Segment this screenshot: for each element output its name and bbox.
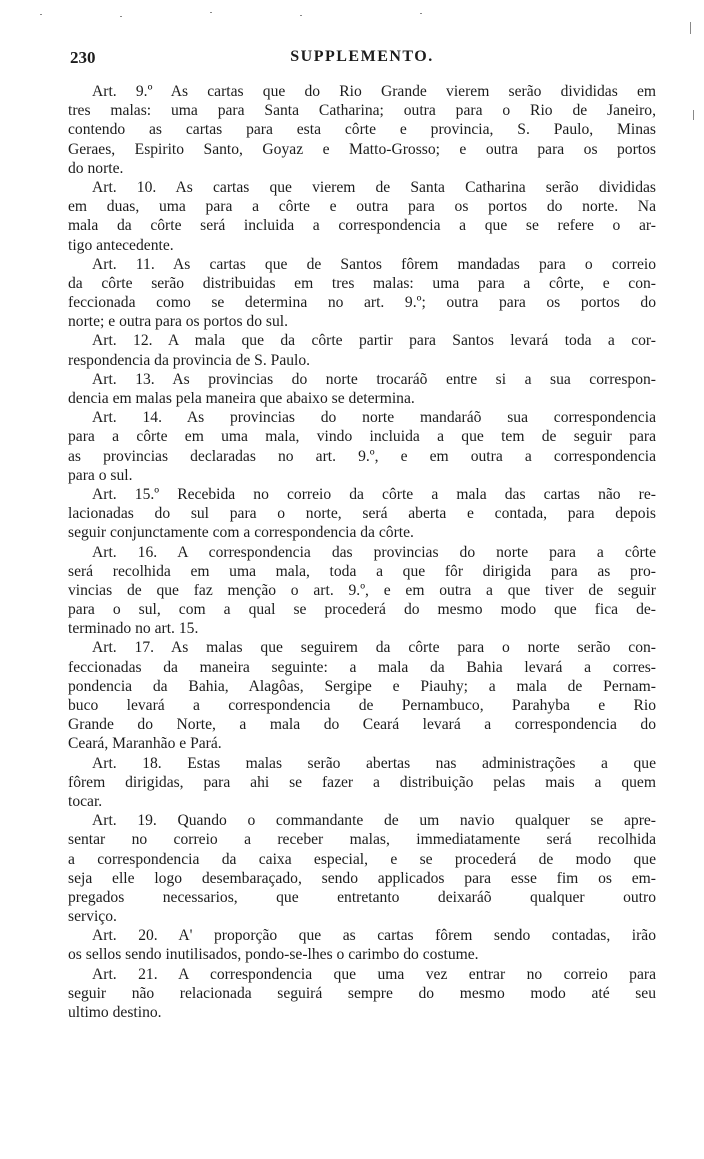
text-line: terminado no art. 15. [68, 620, 199, 638]
text-line: para a côrte em uma mala, vindo incluida a que tem de seguir para [68, 428, 656, 446]
text-line: feccionada como se determina no art. 9.º; outra para os portos do [68, 294, 656, 312]
text-line: será recolhida em uma mala, toda a que fôr dirigida para as pro- [68, 562, 656, 580]
text-line: tocar. [68, 792, 103, 810]
page-number: 230 [70, 48, 96, 67]
text-line: tres malas: uma para Santa Catharina; outra para o Rio de Janeiro, [68, 102, 656, 120]
text-line: Art. 11. As cartas que de Santos fôrem mandadas para o correio [92, 255, 656, 273]
article-paragraph [68, 965, 656, 1023]
text-line: Grande do Norte, a mala do Ceará levará a correspondencia do [68, 716, 656, 734]
text-line: Art. 13. As provincias do norte trocaráõ entre si a sua correspon- [92, 370, 656, 388]
article-paragraph [68, 408, 656, 485]
text-line: Art. 9.º As cartas que do Rio Grande vierem serão divididas em [92, 83, 656, 100]
text-line: fôrem dirigidas, para ahi se fazer a distribuição pelas mais a quem [68, 773, 656, 791]
text-line: respondencia da provincia de S. Paulo. [68, 351, 311, 369]
article-paragraph [68, 485, 656, 543]
text-line: pregados necessarios, que entretanto deixaráõ qualquer outro [68, 888, 656, 906]
text-line: norte; e outra para os portos do sul. [68, 313, 288, 331]
text-line: para o sul. [68, 466, 133, 484]
article-paragraph [68, 255, 656, 332]
article-paragraph [68, 543, 656, 639]
text-line: Art. 16. A correspondencia das provincias do norte para a côrte [92, 543, 656, 561]
text-line: Art. 10. As cartas que vierem de Santa Catharina serão divididas [92, 178, 656, 196]
text-line: do norte. [68, 159, 124, 177]
text-line: Art. 15.º Recebida no correio da côrte a mala das cartas não re- [92, 485, 656, 503]
article-paragraph [68, 370, 656, 408]
text-line: para o sul, com a qual se procederá do mesmo modo que fica de- [68, 601, 656, 619]
text-line: feccionadas da maneira seguinte: a mala da Bahia levará a corres- [68, 658, 656, 676]
text-line: em duas, uma para a côrte e outra para os portos do norte. Na [68, 198, 656, 216]
document-body [68, 82, 656, 1022]
text-line: Geraes, Espirito Santo, Goyaz e Matto-Grosso; e outra para os portos [68, 140, 656, 158]
text-line: serviço. [68, 908, 117, 926]
article-paragraph [68, 331, 656, 369]
article-paragraph [68, 82, 656, 178]
text-line: seja elle logo desembaraçado, sendo applicados para esse fim os em- [68, 869, 656, 887]
text-line: lacionadas do sul para o norte, será aberta e contada, para depois [68, 505, 656, 523]
running-title: SUPPLEMENTO. [290, 48, 434, 65]
text-line: seguir não relacionada seguirá sempre do mesmo modo até seu [68, 984, 656, 1002]
text-line: buco levará a correspondencia de Pernambuco, Parahyba e Rio [68, 697, 656, 714]
article-paragraph [68, 926, 656, 964]
article-paragraph [68, 638, 656, 753]
text-line: Art. 14. As provincias do norte mandaráõ sua correspondencia [92, 409, 656, 427]
text-line: Art. 20. A' proporção que as cartas fôrem sendo contadas, irão [92, 927, 656, 945]
text-line: Art. 19. Quando o commandante de um navio qualquer se apre- [92, 812, 656, 830]
article-paragraph [68, 178, 656, 255]
text-line: da côrte serão distribuidas em tres malas: uma para a côrte, e con- [68, 274, 656, 292]
article-paragraph [68, 811, 656, 926]
text-line: seguir conjunctamente com a correspondencia da côrte. [68, 524, 414, 542]
text-line: sentar no correio a receber malas, immediatamente será recolhida [68, 831, 656, 849]
text-line: a correspondencia da caixa especial, e se procederá de modo que [68, 850, 656, 868]
article-paragraph [68, 754, 656, 812]
text-line: ultimo destino. [68, 1004, 162, 1021]
text-line: dencia em malas pela maneira que abaixo se determina. [68, 390, 415, 407]
text-line: pondencia da Bahia, Alagôas, Sergipe e Piauhy; a mala de Pernam- [68, 677, 656, 695]
text-line: contendo as cartas para esta côrte e provincia, S. Paulo, Minas [68, 121, 656, 139]
text-line: tigo antecedente. [68, 236, 174, 254]
page-header [68, 48, 656, 70]
text-line: Art. 18. Estas malas serão abertas nas administrações a que [92, 754, 656, 772]
text-line: as provincias declaradas no art. 9.º, e em outra a correspondencia [68, 447, 656, 465]
text-line: vincias de que faz menção o art. 9.º, e em outra a que tiver de seguir [68, 581, 656, 599]
text-line: Art. 17. As malas que seguirem da côrte para o norte serão con- [92, 639, 656, 657]
text-line: os sellos sendo inutilisados, pondo-se-lhes o carimbo do costume. [68, 946, 479, 964]
text-line: Art. 21. A correspondencia que uma vez entrar no correio para [92, 965, 656, 983]
text-line: Ceará, Maranhão e Pará. [68, 735, 222, 753]
text-line: mala da côrte será incluida a correspondencia a que se refere o ar- [68, 217, 656, 235]
text-line: Art. 12. A mala que da côrte partir para Santos levará toda a cor- [92, 332, 656, 350]
